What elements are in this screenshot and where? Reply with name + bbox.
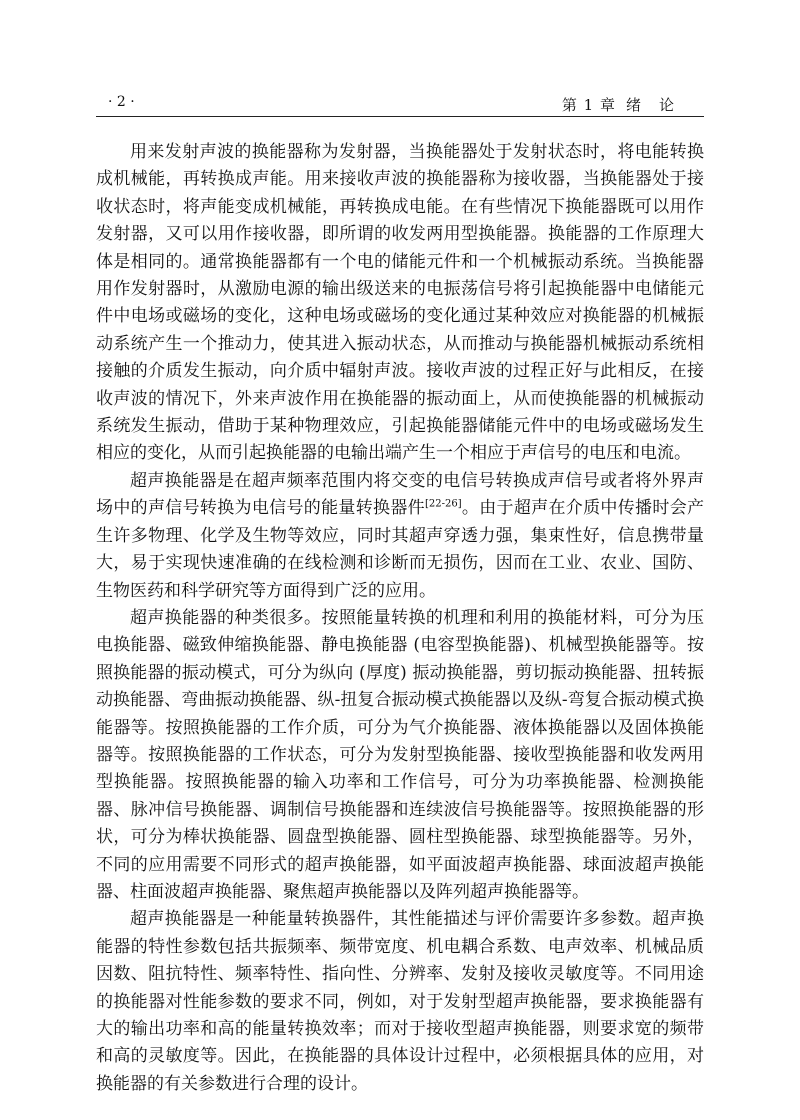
page-number: · 2 ·	[108, 94, 135, 110]
paragraph-2-text-before: 超声换能器是在超声频率范围内将交变的电信号转换成声信号或者将外界声场中的声信号转换为电信号的能量转换器件	[96, 470, 704, 519]
paragraph-1: 用来发射声波的换能器称为发射器，当换能器处于发射状态时，将电能转换成机械能，再转换成声能。用来接收声波的换能器称为接收器，当换能器处于接收状态时，将声能变成机械能，再转换成电能。在有些情况下换能器既可以用作发射器，又可以用作接收器，即所谓的收发两用型换能器。换能器的工作原理大体是相同的。通常换能器都有一个电的储能元件和一个机械振动系统。当换能器用作发射器时，从激励电源的输出级送来的电振荡信号将引起换能器中电储能元件中电场或磁场的变化，这种电场或磁场的变化通过某种效应对换能器的机械振动系统产生一个推动力，使其进入振动状态，从而推动与换能器机械振动系统相接触的介质发生振动，向介质中辐射声波。接收声波的过程正好与此相反，在接收声波的情况下，外来声波作用在换能器的振动面上，从而使换能器的机械振动系统发生振动，借助于某种物理效应，引起换能器储能元件中的电场或磁场发生相应的变化，从而引起换能器的电输出端产生一个相应于声信号的电压和电流。	[96, 142, 704, 464]
chapter-heading	[562, 94, 692, 115]
running-header	[96, 94, 704, 116]
header-rule	[96, 116, 704, 117]
citation-ref[interactable]: [22-26]	[424, 498, 462, 510]
paragraph-2-text-after: 。由于超声在介质中传播时会产生许多物理、化学及生物等效应，同时其超声穿透力强，集束性好，信息携带量大，易于实现快速准确的在线检测和诊断而无损伤，因而在工业、农业、国防、生物医药和科学研究等方面得到广泛的应用。	[96, 498, 705, 601]
chapter-title: 绪论	[625, 96, 692, 114]
paragraph-4: 超声换能器是一种能量转换器件，其性能描述与评价需要许多参数。超声换能器的特性参数包括共振频率、频带宽度、机电耦合系数、电声效率、机械品质因数、阻抗特性、频率特性、指向性、分辨率、发射及接收灵敏度等。不同用途的换能器对性能参数的要求不同，例如，对于发射型超声换能器，要求换能器有大的输出功率和高的能量转换效率；而对于接收型超声换能器，则要求宽的频带和高的灵敏度等。因此，在换能器的具体设计过程中，必须根据具体的应用，对换能器的有关参数进行合理的设计。	[96, 909, 704, 1094]
chapter-label: 第 1 章	[561, 96, 616, 114]
body-text	[96, 139, 704, 1098]
paragraph-2	[96, 468, 704, 605]
paragraph-3: 超声换能器的种类很多。按照能量转换的机理和利用的换能材料，可分为压电换能器、磁致伸缩换能器、静电换能器 (电容型换能器)、机械型换能器等。按照换能器的振动模式，可分为纵向 (厚度) 振动换能器，剪切振动换能器、扭转振动换能器、弯曲振动换能器、纵-扭复合振动模式换能器以及纵-弯复合振动模式换能器等。按照换能器的工作介质，可分为气介换能器、液体换能器以及固体换能器等。按照换能器的工作状态，可分为发射型换能器、接收型换能器和收发两用型换能器。按照换能器的输入功率和工作信号，可分为功率换能器、检测换能器、脉冲信号换能器、调制信号换能器和连续波信号换能器等。按照换能器的形状，可分为棒状换能器、圆盘型换能器、圆柱型换能器、球型换能器等。另外，不同的应用需要不同形式的超声换能器，如平面波超声换能器、球面波超声换能器、柱面波超声换能器、聚焦超声换能器以及阵列超声换能器等。	[96, 607, 704, 902]
